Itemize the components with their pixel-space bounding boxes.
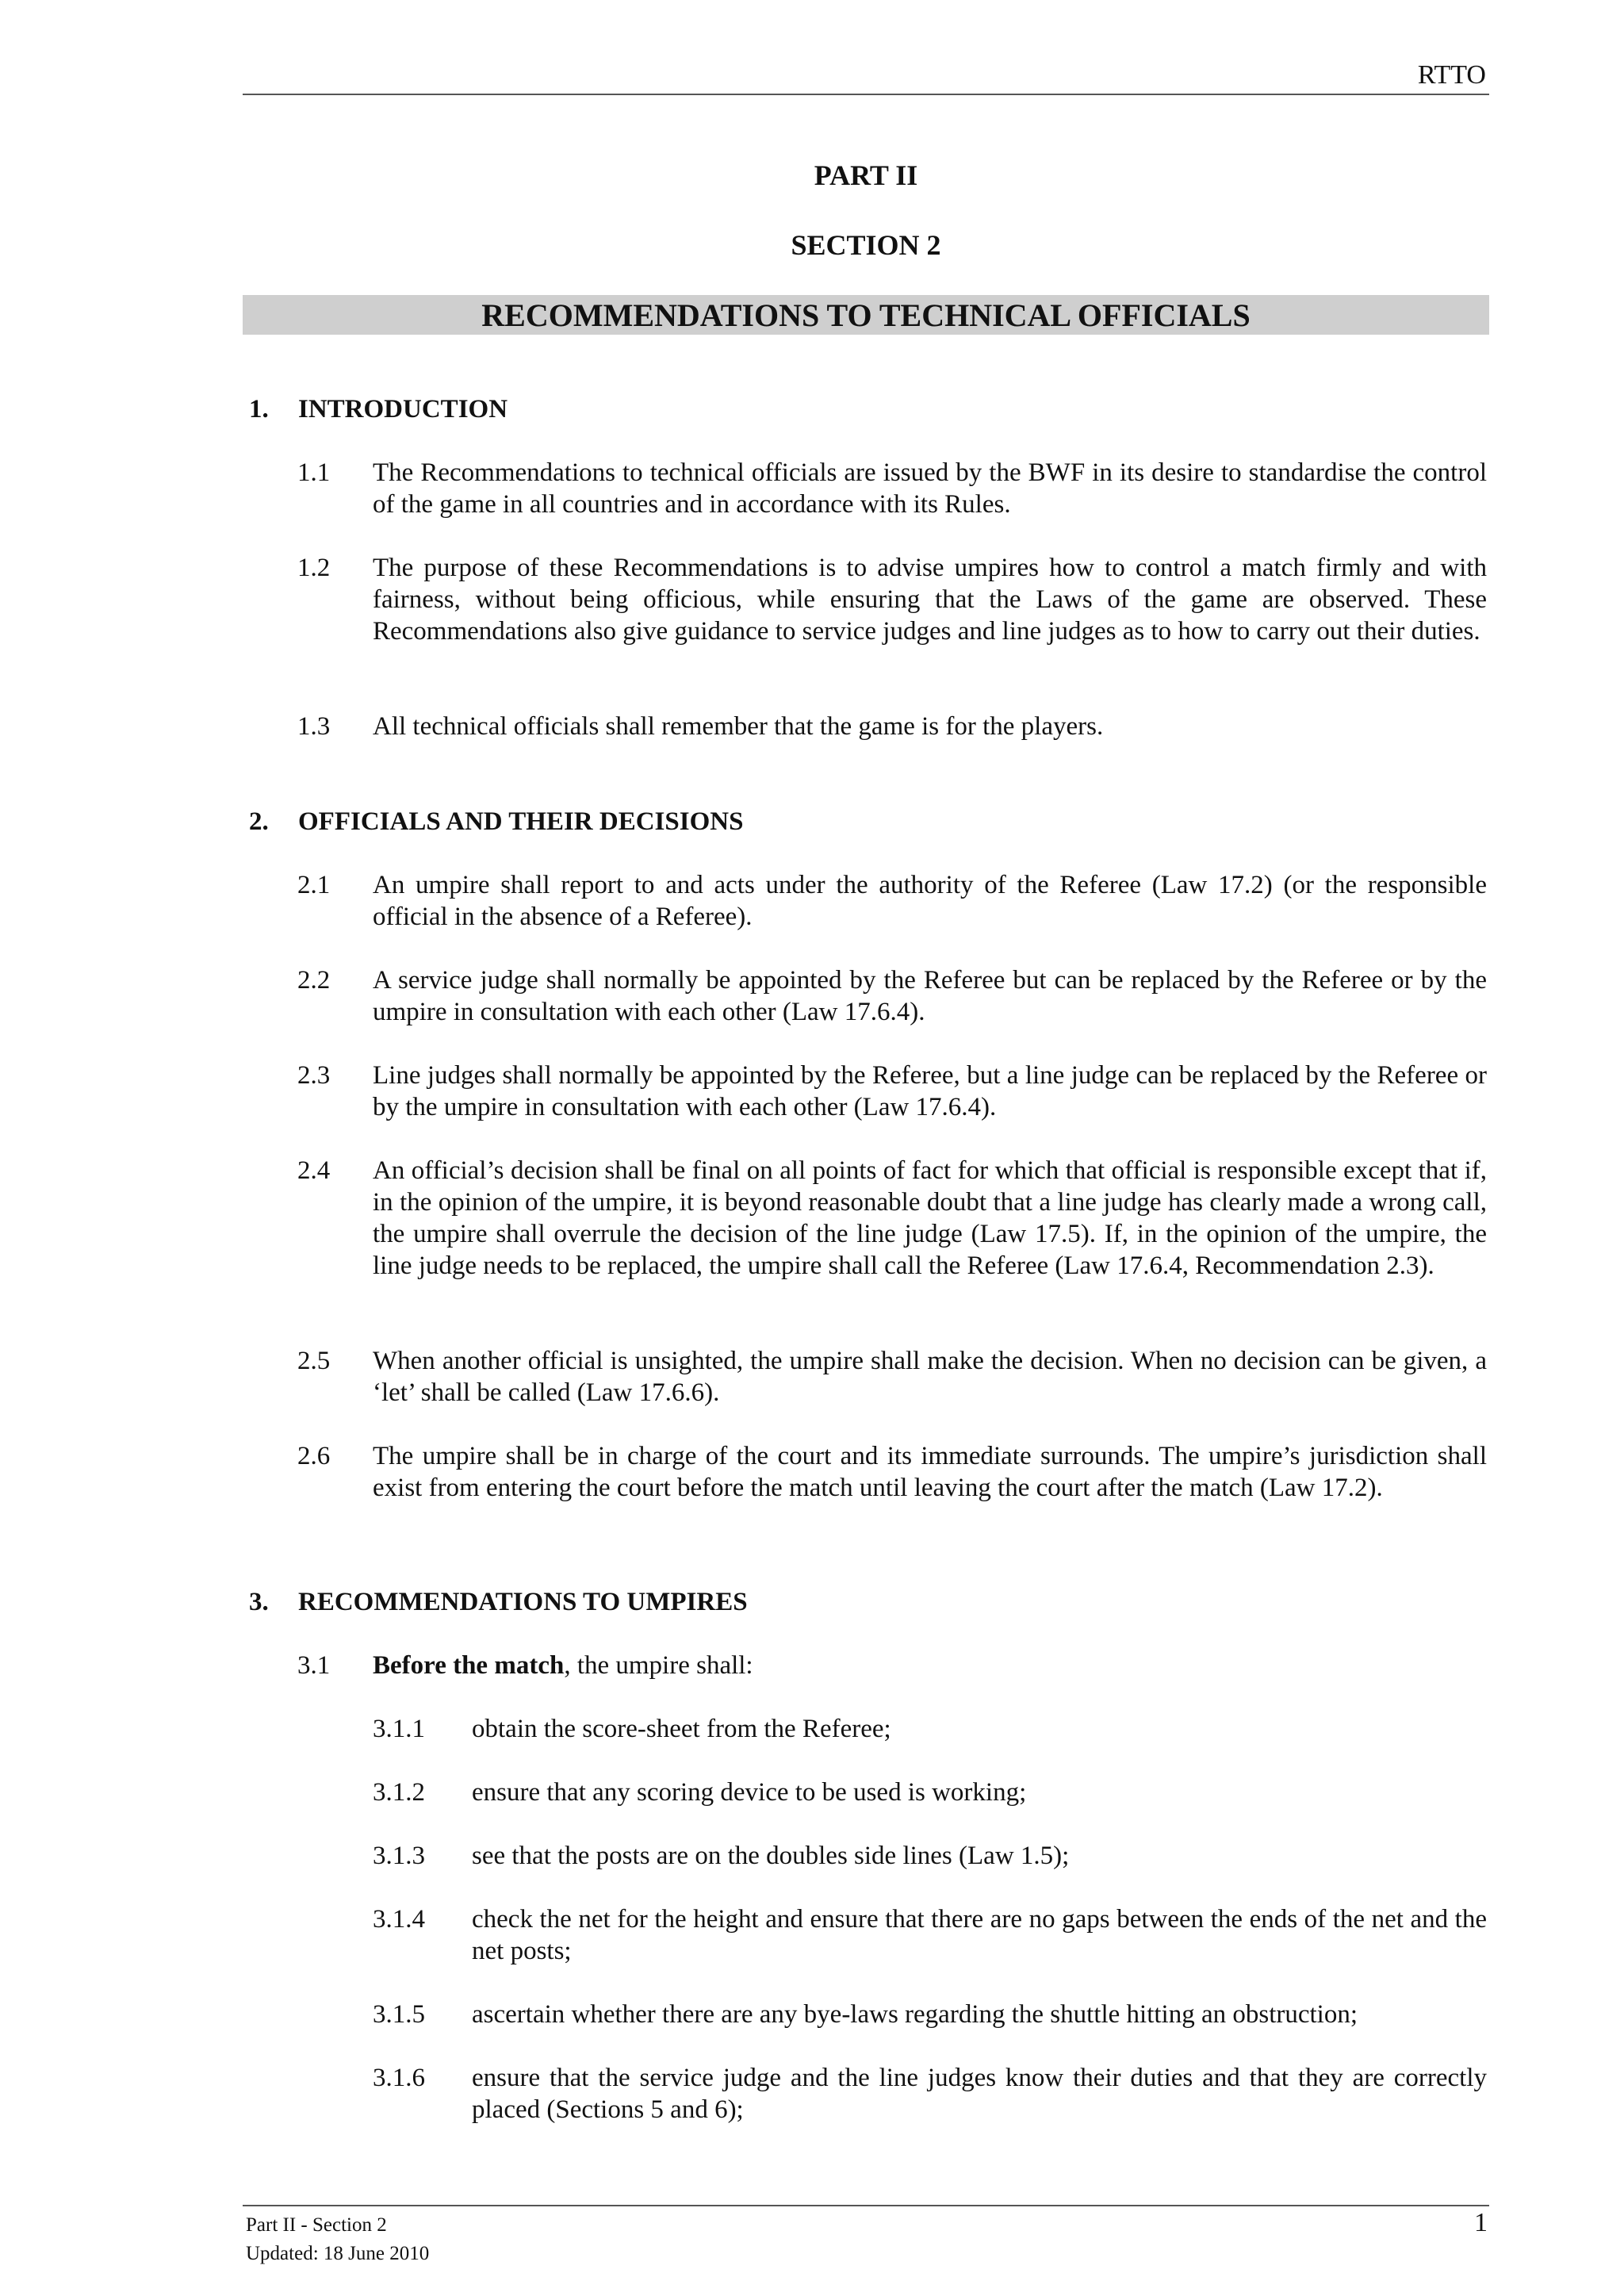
subparagraph-text: ensure that the service judge and the line judges know their duties and that they are correctly placed (Sections 5 and 6); [472, 2064, 1487, 2124]
paragraph-number: 2.4 [297, 1156, 331, 1185]
paragraph-number: 1.1 [297, 458, 331, 487]
section-heading-officials [249, 806, 743, 838]
paragraph-1-1 [297, 457, 1487, 520]
section-heading-text: INTRODUCTION [298, 395, 508, 424]
paragraph-number: 2.6 [297, 1442, 331, 1470]
paragraph-text: All technical officials shall remember that the game is for the players. [373, 712, 1104, 741]
paragraph-2-2 [297, 964, 1487, 1028]
paragraph-3-1 [297, 1650, 1487, 1681]
subparagraph-3-1-4 [373, 1903, 1487, 1967]
section-number: 2. [249, 807, 269, 836]
subparagraph-3-1-3 [373, 1840, 1487, 1872]
header-label: RTTO [1417, 60, 1486, 90]
part-title: PART II [814, 159, 918, 191]
paragraph-text: The purpose of these Recommendations is to advise umpires how to control a match firmly and with fairness, without being officious, while ensuring that the Laws of the game are observed. These Recommendations also give guidance to service judges and line judges as to how to carry out their duties. [373, 554, 1487, 646]
section-heading-umpires [249, 1586, 748, 1618]
subparagraph-text: ensure that any scoring device to be used is working; [472, 1778, 1027, 1807]
paragraph-2-1 [297, 869, 1487, 933]
subparagraph-number: 3.1.6 [373, 2064, 425, 2092]
footer-updated-date: Updated: 18 June 2010 [246, 2243, 430, 2264]
paragraph-number: 2.2 [297, 966, 331, 995]
paragraph-text: An umpire shall report to and acts under the authority of the Referee (Law 17.2) (or the responsible official in the absence of a Referee). [373, 871, 1487, 931]
paragraph-number: 1.2 [297, 554, 331, 582]
footer-divider [243, 2205, 1489, 2206]
paragraph-1-3 [297, 711, 1487, 742]
subparagraph-3-1-2 [373, 1777, 1487, 1808]
page-number: 1 [1474, 2208, 1488, 2237]
paragraph-number: 2.1 [297, 871, 331, 899]
section-number: 1. [249, 395, 269, 424]
subparagraph-3-1-5 [373, 1999, 1487, 2030]
paragraph-number: 2.5 [297, 1347, 331, 1375]
section-heading-text: RECOMMENDATIONS TO UMPIRES [298, 1588, 748, 1616]
subparagraph-text: check the net for the height and ensure that there are no gaps between the ends of the net and the net posts; [472, 1905, 1487, 1965]
subparagraph-text: see that the posts are on the doubles side lines (Law 1.5); [472, 1842, 1070, 1870]
paragraph-number: 1.3 [297, 712, 331, 741]
paragraph-number: 2.3 [297, 1061, 331, 1090]
paragraph-2-4 [297, 1155, 1487, 1282]
paragraph-text: Line judges shall normally be appointed by the Referee, but a line judge can be replaced by the Referee or by the umpire in consultation with each other (Law 17.6.4). [373, 1061, 1487, 1121]
subparagraph-3-1-6 [373, 2062, 1487, 2125]
subparagraph-number: 3.1.2 [373, 1778, 425, 1807]
section-number: 3. [249, 1588, 269, 1616]
paragraph-text: When another official is unsighted, the umpire shall make the decision. When no decision can be given, a ‘let’ shall be called (Law 17.6.6). [373, 1347, 1487, 1407]
section-heading-text: OFFICIALS AND THEIR DECISIONS [298, 807, 744, 836]
section-title: SECTION 2 [791, 229, 941, 261]
subparagraph-text: ascertain whether there are any bye-laws regarding the shuttle hitting an obstruction; [472, 2000, 1358, 2029]
subparagraph-number: 3.1.3 [373, 1842, 425, 1870]
paragraph-1-2 [297, 552, 1487, 647]
paragraph-text: A service judge shall normally be appointed by the Referee but can be replaced by the Referee or by the umpire in consultation with each other (Law 17.6.4). [373, 966, 1487, 1026]
section-heading-introduction [249, 393, 508, 425]
paragraph-text: The Recommendations to technical officials are issued by the BWF in its desire to standardise the control of the game in all countries and in accordance with its Rules. [373, 458, 1487, 519]
subparagraph-number: 3.1.4 [373, 1905, 425, 1934]
paragraph-text: The umpire shall be in charge of the court and its immediate surrounds. The umpire’s jurisdiction shall exist from entering the court before the match until leaving the court after the match (Law 17.2). [373, 1442, 1487, 1502]
paragraph-2-6 [297, 1440, 1487, 1504]
paragraph-text: An official’s decision shall be final on all points of fact for which that official is responsible except that if, in the opinion of the umpire, it is beyond reasonable doubt that a line judge has clearly made a wrong call, the umpire shall overrule the decision of the line judge (Law 17.5). If, in the opinion of the umpire, the line judge needs to be replaced, the umpire shall call the Referee (Law 17.6.4, Recommendation 2.3). [373, 1156, 1487, 1280]
page-header [243, 60, 1489, 95]
paragraph-number: 3.1 [297, 1651, 331, 1680]
subparagraph-text: obtain the score-sheet from the Referee; [472, 1715, 891, 1743]
paragraph-text [373, 1650, 1487, 1681]
paragraph-2-5 [297, 1345, 1487, 1409]
paragraph-bold-lead: Before the match [373, 1651, 565, 1680]
footer-section-label: Part II - Section 2 [246, 2214, 387, 2236]
document-title: RECOMMENDATIONS TO TECHNICAL OFFICIALS [243, 295, 1489, 335]
paragraph-2-3 [297, 1060, 1487, 1123]
footer-info [246, 2211, 429, 2268]
paragraph-rest: , the umpire shall: [564, 1651, 753, 1680]
subparagraph-number: 3.1.5 [373, 2000, 425, 2029]
subparagraph-3-1-1 [373, 1713, 1487, 1745]
subparagraph-number: 3.1.1 [373, 1715, 425, 1743]
